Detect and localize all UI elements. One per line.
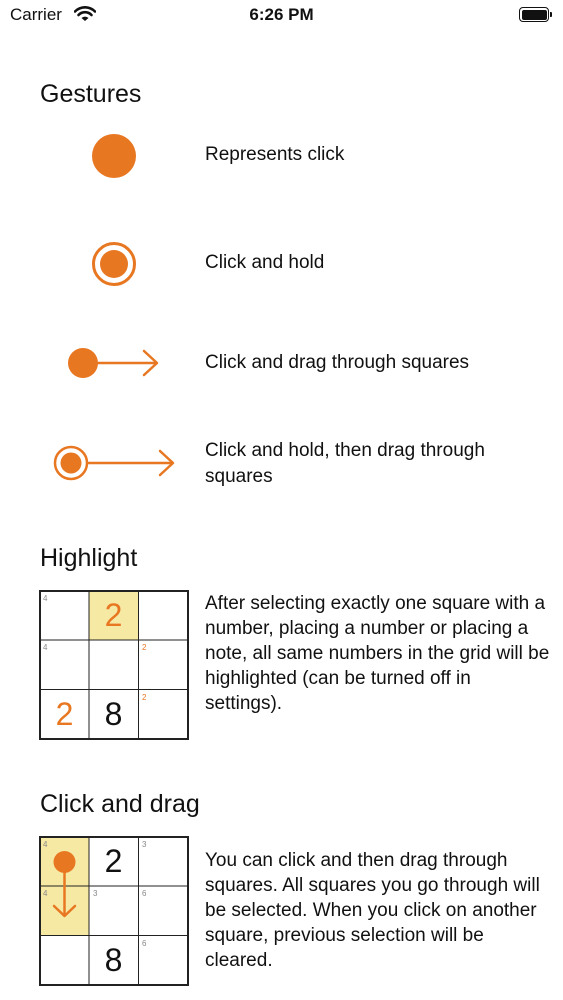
cell-r0c1: 2 <box>104 843 123 879</box>
carrier-label: Carrier <box>10 5 62 24</box>
highlight-title: Highlight <box>40 544 138 572</box>
click-drag-title: Click and drag <box>40 790 200 818</box>
gesture-label-click: Represents click <box>205 144 345 165</box>
note-r1c2: 6 <box>142 889 147 898</box>
gestures-title: Gestures <box>40 80 142 108</box>
note-r2c2: 2 <box>142 693 147 702</box>
battery-icon <box>519 7 551 22</box>
ringed-dot-icon <box>90 241 138 292</box>
note-r1c1: 3 <box>93 889 98 898</box>
click-drag-example-grid <box>39 836 189 986</box>
cell-r0c1: 2 <box>104 597 123 633</box>
cell-r2c1: 8 <box>104 696 123 732</box>
filled-dot-icon <box>90 133 138 184</box>
note-r1c0: 4 <box>43 643 48 652</box>
dot-arrow-icon <box>66 346 162 385</box>
highlight-example-grid <box>39 590 189 740</box>
note-r0c2: 3 <box>142 840 147 849</box>
gesture-label-drag: Click and drag through squares <box>205 352 470 373</box>
click-drag-description: You can click and then drag through squares. All squares you go through will be selected. When you click on another square, previous selection will be cleared. <box>205 850 540 971</box>
cell-r2c0: 2 <box>55 696 74 732</box>
note-r2c2: 6 <box>142 939 147 948</box>
highlight-description: After selecting exactly one square with a number, placing a number or placing a note, all same numbers in the grid will be highlighted (can be turned off in settings). <box>205 593 550 714</box>
clock: 6:26 PM <box>249 5 314 24</box>
note-r1c2: 2 <box>142 643 147 652</box>
gesture-label-hold-drag: Click and hold, then drag through squares <box>205 440 485 487</box>
gesture-label-hold: Click and hold <box>205 252 325 273</box>
note-r0c0: 4 <box>43 840 48 849</box>
status-bar <box>0 0 563 34</box>
note-r1c0: 4 <box>43 889 48 898</box>
cell-r2c1: 8 <box>104 942 123 978</box>
note-r0c0: 4 <box>43 594 48 603</box>
ringed-dot-arrow-icon <box>52 444 178 487</box>
